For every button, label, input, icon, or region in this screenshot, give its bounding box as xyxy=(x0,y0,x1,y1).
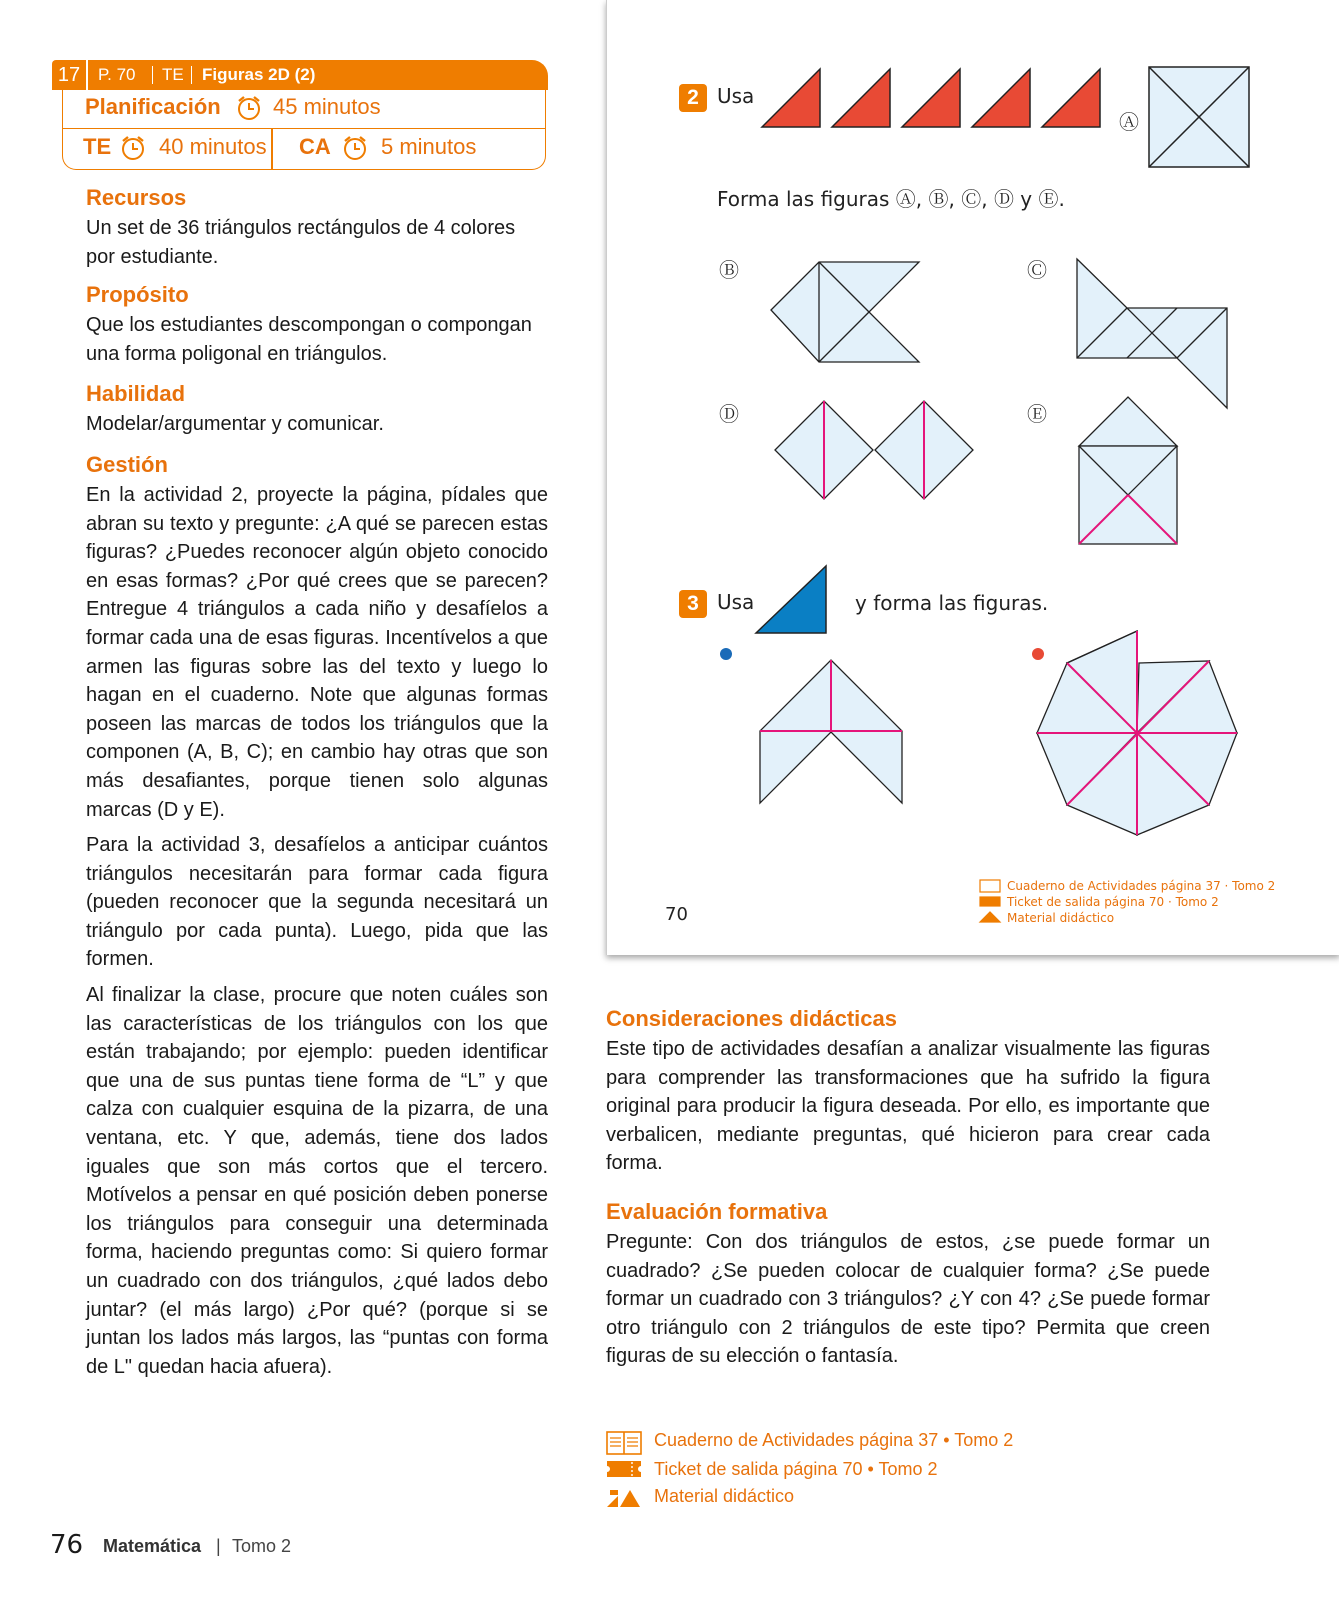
resource-ticket xyxy=(606,1459,938,1484)
evaluacion-title: Evaluación formativa xyxy=(606,1198,828,1224)
lesson-header-body xyxy=(62,90,546,170)
resource-cuaderno-text: Cuaderno de Actividades página 37 • Tomo 2 xyxy=(654,1430,1014,1450)
workbook-ref-ticket: Ticket de salida página 70 · Tomo 2 xyxy=(1007,895,1219,909)
activity-3-badge: 3 xyxy=(679,590,707,618)
label-e: Ⓔ xyxy=(1027,402,1047,426)
page-number: 76 xyxy=(50,1530,84,1560)
figure-a xyxy=(1149,67,1249,167)
gestion-paragraph-1: En la actividad 2, proyecte la página, pídales que abran su texto y pregunte: ¿A qué se parecen estas figuras? ¿Puedes reconocer algún objeto conocido en esas formas? ¿Por qué crees que se parecen? Entregue 4 triángulos a cada niño y desafíelos a formar cada una de esas figuras. Incentívelos a que armen las figuras sobre las del texto y luego lo hagan en el cuaderno. Note que algunas formas poseen las marcas de todos los triángulos que la componen (A, B, C); en cambio hay otras que son más desafiantes, porque tienen solo algunas marcas (D y E). xyxy=(86,483,548,821)
gestion-paragraph-3: Al finalizar la clase, procure que noten cuáles son las características de los triángulos con los que están trabajando; por ejemplo: pueden identificar que una de sus puntas tiene forma de “L” y que calza con cualquier esquina de la pizarra, de una ventana, etc. Y que, además, tiene dos lados iguales que son más cortos que el tercero. Motívelos a pensar en qué posición deben ponerse los triángulos para conseguir una determinada forma, haciendo preguntas como: Si quiero formar un cuadrado con dos triángulos, ¿qué lados debo juntar? (el más largo) ¿Por qué? (porque si se juntan los lados más largos, las “puntas con forma de L" quedan hacia afuera). xyxy=(86,984,548,1378)
workbook-page-preview xyxy=(606,0,1339,955)
activity-3-instruction: y forma las figuras. xyxy=(855,591,1049,615)
page-ref: P. 70 xyxy=(98,65,136,84)
label-b: Ⓑ xyxy=(719,258,739,282)
figure-arrow xyxy=(760,660,902,803)
lesson-header xyxy=(52,60,548,170)
red-bullet xyxy=(1032,648,1044,660)
volume-name: Tomo 2 xyxy=(232,1536,292,1556)
small-resource-icons xyxy=(980,880,1000,922)
recursos-text: Un set de 36 triángulos rectángulos de 4 colores por estudiante. xyxy=(86,217,516,268)
alarm-clock-icon xyxy=(119,134,147,162)
figure-c xyxy=(1077,259,1227,408)
workbook-ref-material: Material didáctico xyxy=(1007,911,1115,925)
resource-material-text: Material didáctico xyxy=(654,1486,795,1506)
proposito-text: Que los estudiantes descompongan o compongan una forma poligonal en triángulos. xyxy=(86,314,532,365)
activity-2-instruction: Forma las figuras Ⓐ, Ⓑ, Ⓒ, Ⓓ y Ⓔ. xyxy=(717,187,1065,211)
figure-e xyxy=(1079,397,1177,544)
te-label: TE xyxy=(83,134,112,159)
proposito-title: Propósito xyxy=(86,282,189,308)
alarm-clock-icon xyxy=(341,134,369,162)
lesson-type: TE xyxy=(162,65,184,84)
blue-bullet xyxy=(720,648,732,660)
activity-2-usa: Usa xyxy=(717,84,755,108)
red-triangles xyxy=(762,69,1100,127)
habilidad-title: Habilidad xyxy=(86,381,186,407)
workbook-ref-cuaderno: Cuaderno de Actividades página 37 · Tomo 2 xyxy=(1007,879,1276,893)
subject-name: Matemática xyxy=(103,1536,202,1556)
consideraciones-title: Consideraciones didácticas xyxy=(606,1006,897,1031)
material-icon xyxy=(606,1486,642,1508)
planning-label: Planificación xyxy=(85,94,221,119)
workbook-page-number: 70 xyxy=(665,904,688,925)
label-c: Ⓒ xyxy=(1027,258,1047,282)
figure-b xyxy=(771,262,919,362)
left-column xyxy=(86,182,548,1381)
gestion-paragraph-2: Para la actividad 3, desafíelos a anticipar cuántos triángulos necesitarán para formar cada figura (pueden reconocer que la segunda necesitará un triángulo por cada punta). Luego, pida que las formen. xyxy=(86,834,548,971)
label-a: Ⓐ xyxy=(1119,110,1139,134)
ca-time: 5 minutos xyxy=(381,134,477,159)
resource-material xyxy=(606,1486,795,1513)
workbook-figures xyxy=(607,0,1339,955)
planning-time: 45 minutos xyxy=(273,94,381,119)
label-d: Ⓓ xyxy=(719,402,739,426)
right-column xyxy=(606,1003,1210,1371)
blue-triangle xyxy=(756,566,826,633)
figure-pinwheel xyxy=(1037,631,1237,835)
habilidad-text: Modelar/argumentar y comunicar. xyxy=(86,413,384,436)
ca-label: CA xyxy=(299,134,331,159)
ticket-icon xyxy=(606,1459,642,1479)
evaluacion-text: Pregunte: Con dos triángulos de estos, ¿se puede formar un cuadrado? ¿Se pueden colocar de cualquier forma? ¿Se puede formar un cuadrado con 3 triángulos? ¿Y con 4? ¿Se puede formar otro triángulo con 2 triángulos de este tipo? Permita que creen figuras de su elección o fantasía. xyxy=(606,1230,1210,1368)
consideraciones-text: Este tipo de actividades desafían a analizar visualmente las figuras para comprender las transformaciones que ha sufrido la figura original para producir la figura deseada. Por ello, es importante que verbalicen, mediante preguntas, qué hicieron para crear cada forma. xyxy=(606,1038,1210,1175)
alarm-clock-icon xyxy=(235,94,263,122)
resource-ticket-text: Ticket de salida página 70 • Tomo 2 xyxy=(654,1459,938,1479)
recursos-title: Recursos xyxy=(86,185,187,210)
lesson-number: 17 xyxy=(52,60,88,90)
figure-d xyxy=(775,401,973,499)
lesson-header-bar xyxy=(52,60,548,90)
activity-2-badge: 2 xyxy=(679,84,707,112)
footer-separator: | xyxy=(216,1536,221,1556)
resource-cuaderno xyxy=(606,1430,1014,1461)
lesson-topic: Figuras 2D (2) xyxy=(202,65,316,84)
book-icon xyxy=(606,1430,642,1456)
activity-3-usa: Usa xyxy=(717,590,755,614)
gestion-title: Gestión xyxy=(86,451,168,477)
te-time: 40 minutos xyxy=(159,134,267,159)
